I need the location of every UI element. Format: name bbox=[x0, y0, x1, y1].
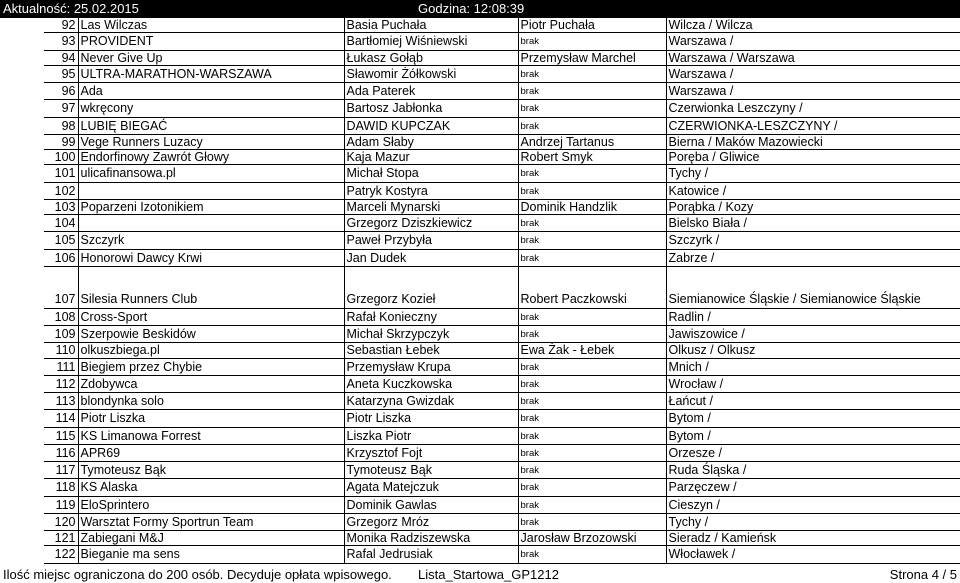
table-row bbox=[44, 33, 960, 50]
member-name: brak bbox=[518, 165, 666, 182]
table-row bbox=[44, 232, 960, 249]
row-number: 112 bbox=[44, 375, 78, 392]
captain-name: Przemysław Krupa bbox=[344, 358, 518, 375]
footer bbox=[0, 566, 960, 583]
table-row bbox=[44, 182, 960, 199]
member-name: brak bbox=[518, 326, 666, 343]
member-name: Przemysław Marchel bbox=[518, 50, 666, 65]
team-name: Zabiegani M&J bbox=[78, 531, 344, 546]
table-row bbox=[44, 479, 960, 496]
row-number: 121 bbox=[44, 531, 78, 546]
row-number: 98 bbox=[44, 117, 78, 134]
city-name: Katowice / bbox=[666, 182, 960, 199]
table-row bbox=[44, 215, 960, 232]
team-name: Bieganie ma sens bbox=[78, 546, 344, 563]
city-name: Warszawa / Warszawa bbox=[666, 50, 960, 65]
member-name: brak bbox=[518, 513, 666, 530]
table-row bbox=[44, 199, 960, 214]
table-row bbox=[44, 308, 960, 325]
member-name: brak bbox=[518, 249, 666, 266]
member-name: brak bbox=[518, 117, 666, 134]
row-number: 119 bbox=[44, 496, 78, 513]
city-name: Tychy / bbox=[666, 165, 960, 182]
row-number: 107 bbox=[44, 266, 78, 308]
table-row bbox=[44, 50, 960, 65]
table-row bbox=[44, 343, 960, 358]
table-row bbox=[44, 65, 960, 82]
row-number: 100 bbox=[44, 150, 78, 165]
member-name: brak bbox=[518, 479, 666, 496]
captain-name: Jan Dudek bbox=[344, 249, 518, 266]
city-name: Cieszyn / bbox=[666, 496, 960, 513]
start-list-table bbox=[44, 18, 960, 564]
city-name: Bytom / bbox=[666, 410, 960, 427]
city-name: Orzesze / bbox=[666, 444, 960, 461]
captain-name: Łukasz Gołąb bbox=[344, 50, 518, 65]
page-number: Strona 4 / 5 bbox=[889, 567, 957, 582]
table-row bbox=[44, 410, 960, 427]
member-name: brak bbox=[518, 375, 666, 392]
table-row bbox=[44, 83, 960, 100]
team-name: Tymoteusz Bąk bbox=[78, 462, 344, 479]
member-name: brak bbox=[518, 546, 666, 563]
team-name: EloSprintero bbox=[78, 496, 344, 513]
captain-name: Krzysztof Fojt bbox=[344, 444, 518, 461]
team-name: Cross-Sport bbox=[78, 308, 344, 325]
captain-name: Sławomir Żółkowski bbox=[344, 65, 518, 82]
team-name: Szczyrk bbox=[78, 232, 344, 249]
row-number: 106 bbox=[44, 249, 78, 266]
captain-name: Paweł Przybyła bbox=[344, 232, 518, 249]
row-number: 117 bbox=[44, 462, 78, 479]
row-number: 103 bbox=[44, 199, 78, 214]
captain-name: Sebastian Łebek bbox=[344, 343, 518, 358]
table-row bbox=[44, 249, 960, 266]
city-name: Tychy / bbox=[666, 513, 960, 530]
table-row bbox=[44, 326, 960, 343]
row-number: 96 bbox=[44, 83, 78, 100]
team-name: Szerpowie Beskidów bbox=[78, 326, 344, 343]
row-number: 102 bbox=[44, 182, 78, 199]
top-bar bbox=[0, 0, 960, 18]
table-row bbox=[44, 100, 960, 117]
team-name: APR69 bbox=[78, 444, 344, 461]
member-name: Ewa Żak - Łebek bbox=[518, 343, 666, 358]
row-number: 116 bbox=[44, 444, 78, 461]
table-row bbox=[44, 358, 960, 375]
row-number: 114 bbox=[44, 410, 78, 427]
table-row bbox=[44, 18, 960, 33]
member-name: brak bbox=[518, 215, 666, 232]
member-name: brak bbox=[518, 496, 666, 513]
team-name bbox=[78, 215, 344, 232]
city-name: Warszawa / bbox=[666, 65, 960, 82]
member-name: brak bbox=[518, 393, 666, 410]
city-name: Bielsko Biała / bbox=[666, 215, 960, 232]
table-row bbox=[44, 134, 960, 149]
member-name: brak bbox=[518, 427, 666, 444]
city-name: Siemianowice Śląskie / Siemianowice Śląskie bbox=[666, 266, 960, 308]
captain-name: Tymoteusz Bąk bbox=[344, 462, 518, 479]
member-name: brak bbox=[518, 308, 666, 325]
member-name: Robert Smyk bbox=[518, 150, 666, 165]
team-name: Las Wilczas bbox=[78, 18, 344, 33]
city-name: Warszawa / bbox=[666, 33, 960, 50]
document-name: Lista_Startowa_GP1212 bbox=[418, 567, 559, 582]
table-row bbox=[44, 546, 960, 563]
member-name: brak bbox=[518, 232, 666, 249]
row-number: 110 bbox=[44, 343, 78, 358]
table-row bbox=[44, 531, 960, 546]
row-number: 104 bbox=[44, 215, 78, 232]
team-name: KS Limanowa Forrest bbox=[78, 427, 344, 444]
captain-name: Basia Puchała bbox=[344, 18, 518, 33]
member-name: Robert Paczkowski bbox=[518, 266, 666, 308]
captain-name: Dominik Gawlas bbox=[344, 496, 518, 513]
member-name: Dominik Handzlik bbox=[518, 199, 666, 214]
table-row bbox=[44, 165, 960, 182]
captain-name: Monika Radziszewska bbox=[344, 531, 518, 546]
member-name: brak bbox=[518, 182, 666, 199]
team-name: blondynka solo bbox=[78, 393, 344, 410]
row-number: 113 bbox=[44, 393, 78, 410]
team-name bbox=[78, 182, 344, 199]
team-name: Piotr Liszka bbox=[78, 410, 344, 427]
city-name: Sieradz / Kamieńsk bbox=[666, 531, 960, 546]
captain-name: Michał Skrzypczyk bbox=[344, 326, 518, 343]
row-number: 99 bbox=[44, 134, 78, 149]
captain-name: Adam Słaby bbox=[344, 134, 518, 149]
member-name: Piotr Puchała bbox=[518, 18, 666, 33]
city-name: Poręba / Gliwice bbox=[666, 150, 960, 165]
city-name: Zabrze / bbox=[666, 249, 960, 266]
member-name: brak bbox=[518, 358, 666, 375]
team-name: wkręcony bbox=[78, 100, 344, 117]
member-name: brak bbox=[518, 444, 666, 461]
member-name: brak bbox=[518, 100, 666, 117]
row-number: 97 bbox=[44, 100, 78, 117]
update-time: Godzina: 12:08:39 bbox=[418, 1, 525, 16]
member-name: brak bbox=[518, 410, 666, 427]
row-number: 94 bbox=[44, 50, 78, 65]
row-number: 95 bbox=[44, 65, 78, 82]
captain-name: Ada Paterek bbox=[344, 83, 518, 100]
row-number: 120 bbox=[44, 513, 78, 530]
team-name: Ada bbox=[78, 83, 344, 100]
table-row bbox=[44, 150, 960, 165]
team-name: olkuszbiega.pl bbox=[78, 343, 344, 358]
city-name: Warszawa / bbox=[666, 83, 960, 100]
city-name: Szczyrk / bbox=[666, 232, 960, 249]
member-name: Andrzej Tartanus bbox=[518, 134, 666, 149]
member-name: brak bbox=[518, 33, 666, 50]
team-name: ulicafinansowa.pl bbox=[78, 165, 344, 182]
captain-name: Marceli Mynarski bbox=[344, 199, 518, 214]
row-number: 118 bbox=[44, 479, 78, 496]
table-row bbox=[44, 117, 960, 134]
city-name: Czerwionka Leszczyny / bbox=[666, 100, 960, 117]
table-row bbox=[44, 462, 960, 479]
row-number: 122 bbox=[44, 546, 78, 563]
city-name: Wrocław / bbox=[666, 375, 960, 392]
city-name: Jawiszowice / bbox=[666, 326, 960, 343]
team-name: LUBIĘ BIEGAĆ bbox=[78, 117, 344, 134]
city-name: Olkusz / Olkusz bbox=[666, 343, 960, 358]
row-number: 108 bbox=[44, 308, 78, 325]
city-name: Mnich / bbox=[666, 358, 960, 375]
city-name: Porąbka / Kozy bbox=[666, 199, 960, 214]
city-name: Wilcza / Wilcza bbox=[666, 18, 960, 33]
captain-name: Liszka Piotr bbox=[344, 427, 518, 444]
team-name: Biegiem przez Chybie bbox=[78, 358, 344, 375]
team-name: Endorfinowy Zawrót Głowy bbox=[78, 150, 344, 165]
city-name: Bytom / bbox=[666, 427, 960, 444]
captain-name: Grzegorz Mróz bbox=[344, 513, 518, 530]
row-number: 111 bbox=[44, 358, 78, 375]
city-name: Bierna / Maków Mazowiecki bbox=[666, 134, 960, 149]
team-name: Warsztat Formy Sportrun Team bbox=[78, 513, 344, 530]
team-name: ULTRA-MARATHON-WARSZAWA bbox=[78, 65, 344, 82]
captain-name: Grzegorz Dziszkiewicz bbox=[344, 215, 518, 232]
member-name: brak bbox=[518, 83, 666, 100]
captain-name: Bartosz Jabłonka bbox=[344, 100, 518, 117]
table-row bbox=[44, 513, 960, 530]
city-name: Włocławek / bbox=[666, 546, 960, 563]
update-date: Aktualność: 25.02.2015 bbox=[3, 1, 139, 16]
city-name: CZERWIONKA-LESZCZYNY / bbox=[666, 117, 960, 134]
table-row bbox=[44, 266, 960, 308]
team-name: Never Give Up bbox=[78, 50, 344, 65]
team-name: KS Alaska bbox=[78, 479, 344, 496]
city-name: Łańcut / bbox=[666, 393, 960, 410]
row-number: 109 bbox=[44, 326, 78, 343]
table-row bbox=[44, 496, 960, 513]
captain-name: DAWID KUPCZAK bbox=[344, 117, 518, 134]
captain-name: Aneta Kuczkowska bbox=[344, 375, 518, 392]
captain-name: Michał Stopa bbox=[344, 165, 518, 182]
captain-name: Piotr Liszka bbox=[344, 410, 518, 427]
row-number: 105 bbox=[44, 232, 78, 249]
row-number: 115 bbox=[44, 427, 78, 444]
table-row bbox=[44, 427, 960, 444]
captain-name: Agata Matejczuk bbox=[344, 479, 518, 496]
city-name: Parzęczew / bbox=[666, 479, 960, 496]
team-name: Poparzeni Izotonikiem bbox=[78, 199, 344, 214]
team-name: Zdobywca bbox=[78, 375, 344, 392]
captain-name: Rafał Konieczny bbox=[344, 308, 518, 325]
city-name: Radlin / bbox=[666, 308, 960, 325]
member-name: brak bbox=[518, 462, 666, 479]
city-name: Ruda Śląska / bbox=[666, 462, 960, 479]
captain-name: Kaja Mazur bbox=[344, 150, 518, 165]
captain-name: Rafal Jedrusiak bbox=[344, 546, 518, 563]
member-name: brak bbox=[518, 65, 666, 82]
team-name: PROVIDENT bbox=[78, 33, 344, 50]
table-row bbox=[44, 393, 960, 410]
member-name: Jarosław Brzozowski bbox=[518, 531, 666, 546]
row-number: 101 bbox=[44, 165, 78, 182]
row-number: 92 bbox=[44, 18, 78, 33]
team-name: Honorowi Dawcy Krwi bbox=[78, 249, 344, 266]
team-name: Vege Runners Luzacy bbox=[78, 134, 344, 149]
team-name: Silesia Runners Club bbox=[78, 266, 344, 308]
capacity-note: Ilość miejsc ograniczona do 200 osób. Decyduje opłata wpisowego. bbox=[3, 567, 392, 582]
captain-name: Bartłomiej Wiśniewski bbox=[344, 33, 518, 50]
captain-name: Patryk Kostyra bbox=[344, 182, 518, 199]
captain-name: Grzegorz Kozieł bbox=[344, 266, 518, 308]
captain-name: Katarzyna Gwizdak bbox=[344, 393, 518, 410]
table-row bbox=[44, 375, 960, 392]
row-number: 93 bbox=[44, 33, 78, 50]
table-row bbox=[44, 444, 960, 461]
